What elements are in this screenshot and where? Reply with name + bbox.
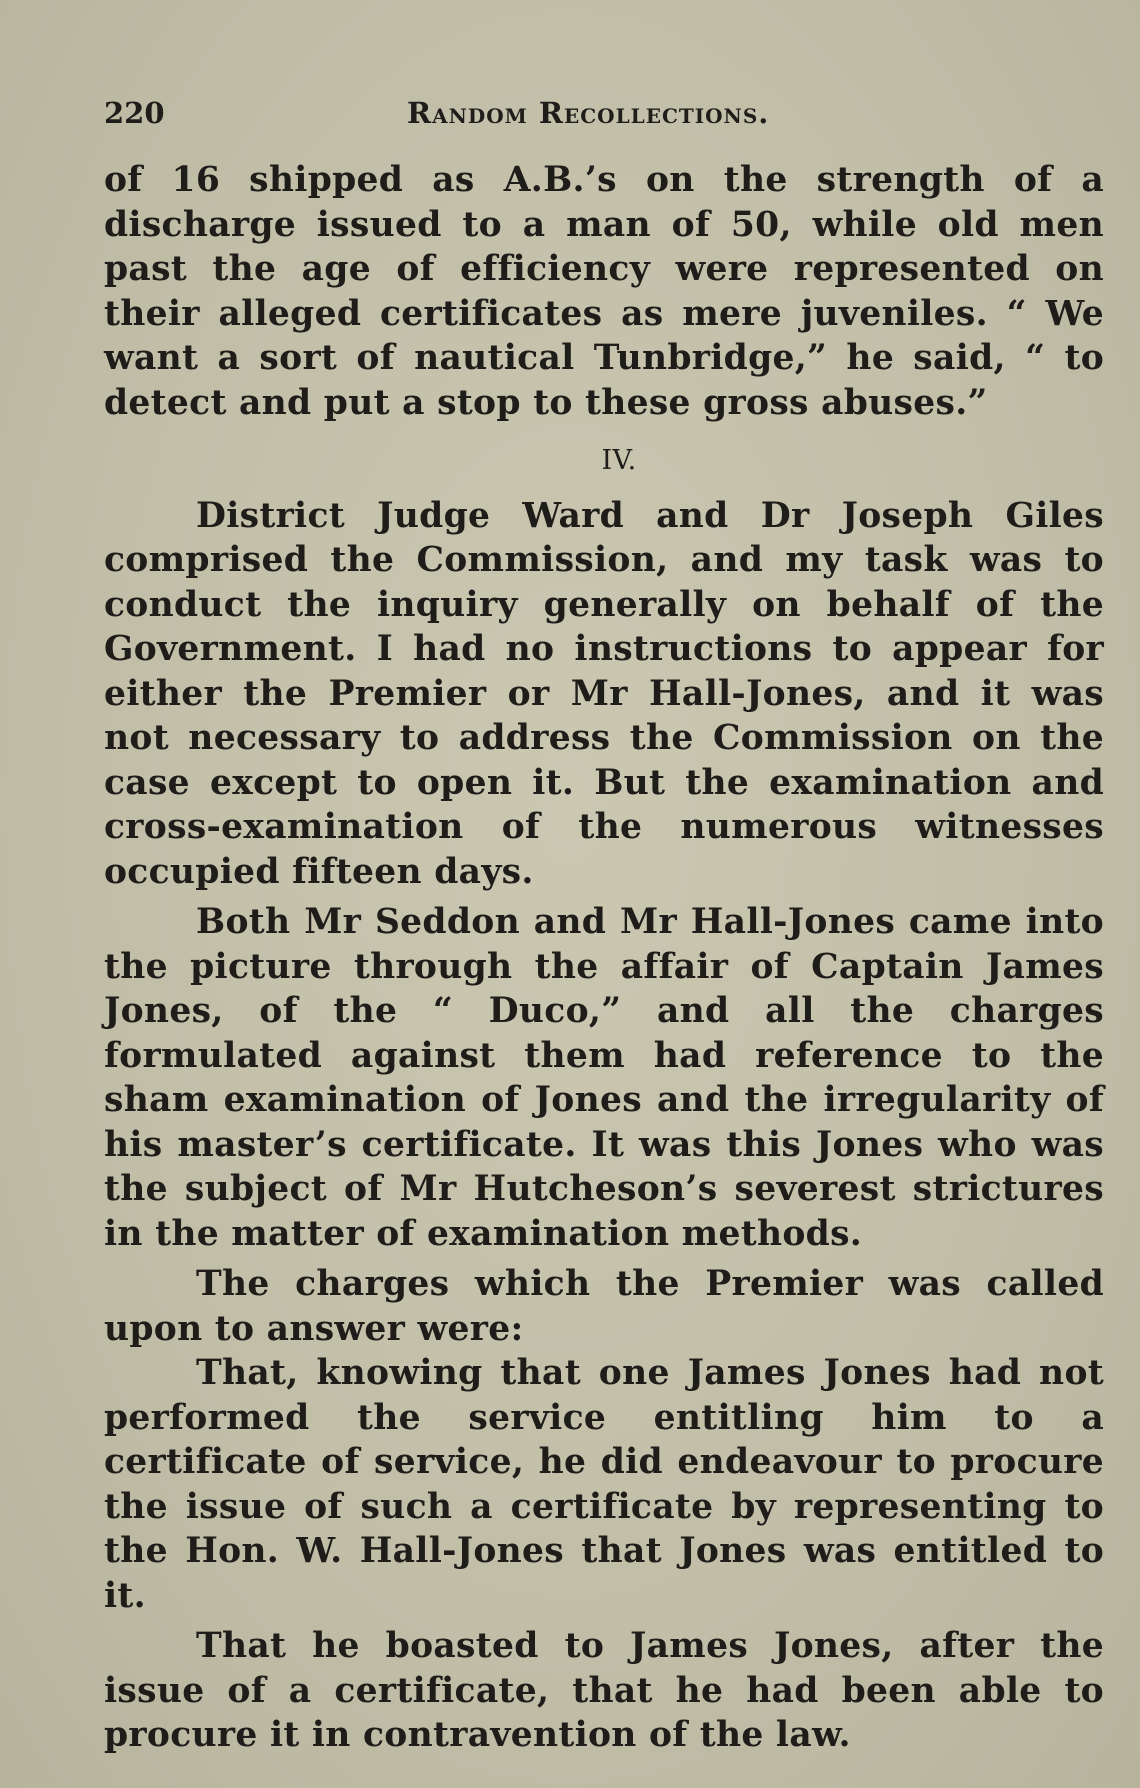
section-numeral: IV. [601,445,637,476]
page-number: 220 [104,96,165,130]
running-title: Random Recollections. [407,96,770,130]
book-page [104,96,1104,1758]
paragraph-seddon-hall-jones: Both Mr Seddon and Mr Hall-Jones came into the picture through the affair of Captain James Jones, of the “ Duco,” and all the charges formulated against them had reference to the sham examination of Jones and the irregularity of his master’s certificate. It was this Jones who was the subject of Mr Hutcheson’s severest strictures in the matter of examination methods. [104,902,1104,1254]
body-text [104,158,1104,1758]
paragraph-charges-intro: The charges which the Premier was called upon to answer were: [104,1264,1104,1349]
paragraph-charge-two: That he boasted to James Jones, after the issue of a certificate, that he had been able to procure it in contravention of the law. [104,1626,1104,1755]
paragraph-charge-one: That, knowing that one James Jones had not performed the service entitling him to a certificate of service, he did endeavour to procure the issue of such a certificate by representing to the Hon. W. Hall-Jones that Jones was entitled to it. [104,1353,1104,1616]
paragraph-continued: of 16 shipped as A.B.’s on the strength of a discharge issued to a man of 50, while old men past the age of efficiency were represented on their alleged certificates as mere juveniles. “ We want a sort of nautical Tunbridge,” he said, “ to detect and put a stop to these gross abuses.” [104,160,1104,423]
running-head [104,96,1104,136]
paragraph-commission: District Judge Ward and Dr Joseph Giles comprised the Commission, and my task was to conduct the inquiry generally on behalf of the Government. I had no instructions to appear for either the Premier or Mr Hall-Jones, and it was not necessary to address the Commission on the case except to open it. But the examination and cross-examination of the numerous witnesses occupied fifteen days. [104,495,1104,892]
